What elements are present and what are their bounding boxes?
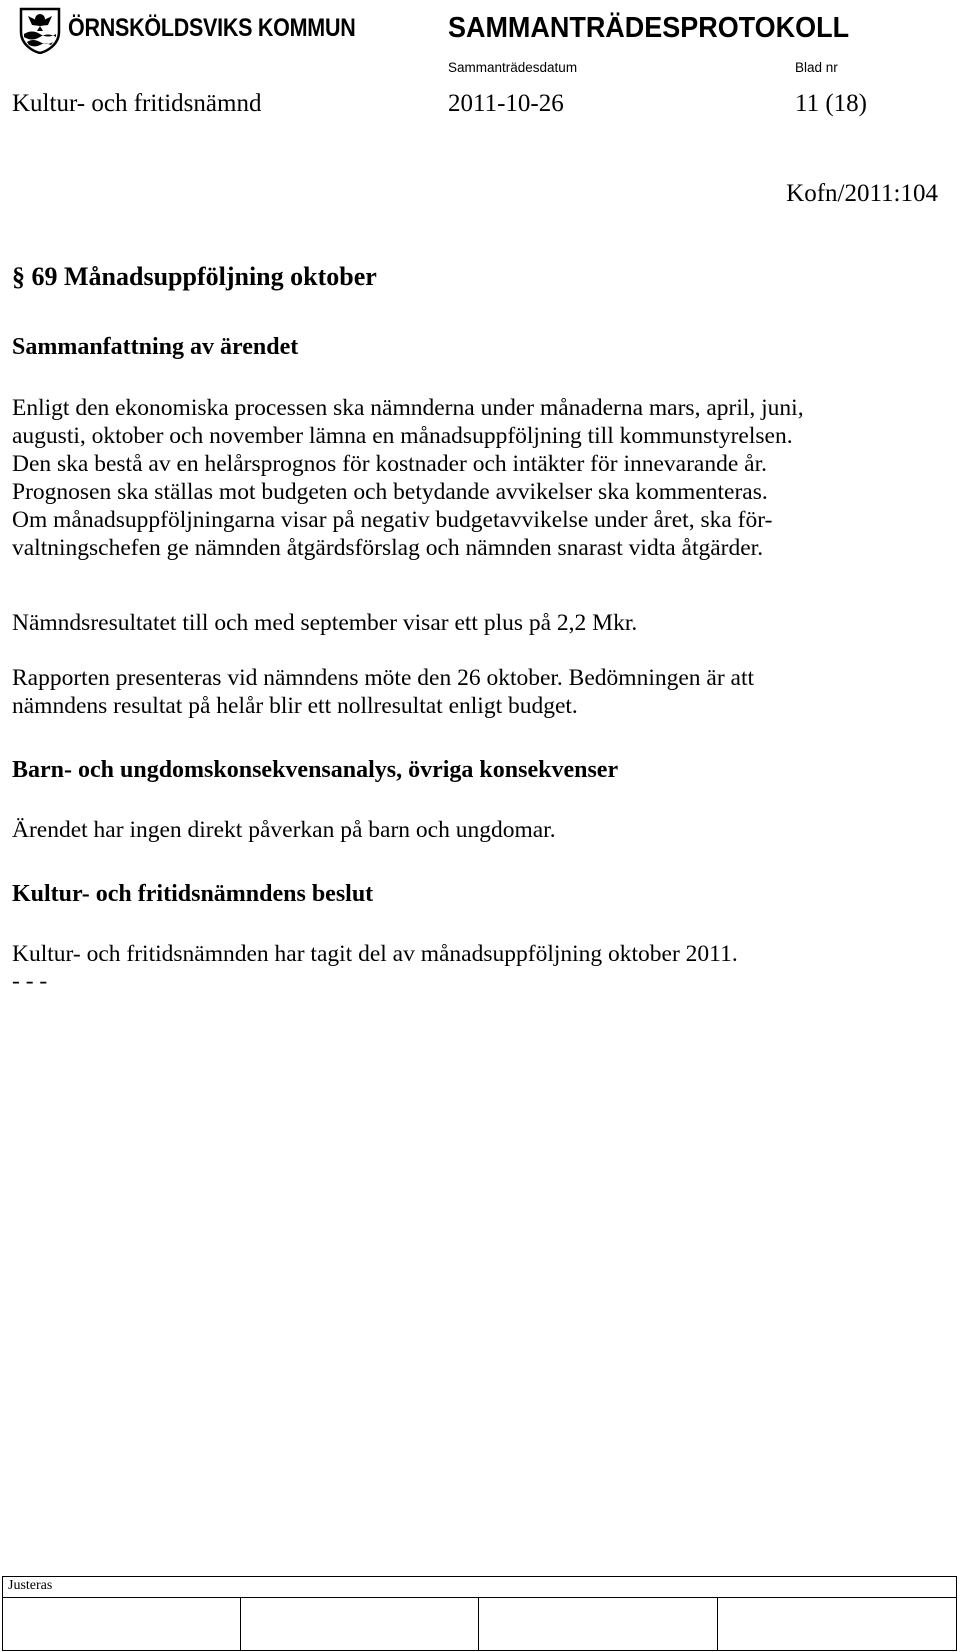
signature-cell-divider (478, 1597, 479, 1651)
decision-heading: Kultur- och fritidsnämndens beslut (12, 881, 374, 907)
decision-text (12, 940, 912, 968)
page-number: 11 (18) (795, 90, 867, 117)
summary-line: augusti, oktober och november lämna en månadsuppföljning till kommunstyrelsen. (12, 423, 793, 449)
signature-divider (2, 1597, 957, 1598)
section-title: § 69 Månadsuppföljning oktober (12, 262, 377, 291)
signature-cell-divider (240, 1597, 241, 1651)
summary-line: valtningschefen ge nämnden åtgärdsförslag och nämnden snarast vidta åtgärder. (12, 535, 764, 561)
signature-table (2, 1576, 957, 1651)
case-reference: Kofn/2011:104 (786, 180, 938, 207)
meeting-date-label: Sammanträdesdatum (448, 60, 578, 75)
summary-line: Enligt den ekonomiska processen ska nämnderna under månaderna mars, april, juni, (12, 395, 804, 421)
summary-paragraph (12, 394, 912, 562)
summary-line: Prognosen ska ställas mot budgeten och betydande avvikelser ska kommenteras. (12, 479, 768, 505)
summary-heading: Sammanfattning av ärendet (12, 334, 299, 360)
report-line: Rapporten presenteras vid nämndens möte den 26 oktober. Bedömningen är att (12, 665, 755, 691)
report-paragraph (12, 664, 912, 720)
impact-line: Ärendet har ingen direkt påverkan på barn och ungdomar. (12, 817, 556, 843)
result-paragraph (12, 609, 912, 637)
result-text: Nämndsresultatet till och med september visar ett plus på 2,2 Mkr. (12, 610, 638, 636)
impact-text (12, 816, 912, 844)
committee-name: Kultur- och fritidsnämnd (12, 90, 262, 117)
signature-label: Justeras (8, 1578, 53, 1593)
organization-name: ÖRNSKÖLDSVIKS KOMMUN (68, 14, 356, 42)
meeting-date: 2011-10-26 (448, 90, 564, 117)
municipality-logo-icon (18, 6, 62, 54)
report-line: nämndens resultat på helår blir ett nollresultat enligt budget. (12, 693, 578, 719)
impact-heading: Barn- och ungdomskonsekvensanalys, övriga konsekvenser (12, 757, 619, 783)
page-number-label: Blad nr (795, 60, 838, 75)
decision-line: Kultur- och fritidsnämnden har tagit del av månadsuppföljning oktober 2011. (12, 941, 738, 967)
summary-line: Om månadsuppföljningarna visar på negativ budgetavvikelse under året, ska för- (12, 507, 773, 533)
summary-line: Den ska bestå av en helårsprognos för kostnader och intäkter för innevarande år. (12, 451, 767, 477)
document-type: SAMMANTRÄDESPROTOKOLL (448, 12, 850, 44)
end-marker: - - - (12, 968, 48, 994)
signature-cell-divider (717, 1597, 718, 1651)
